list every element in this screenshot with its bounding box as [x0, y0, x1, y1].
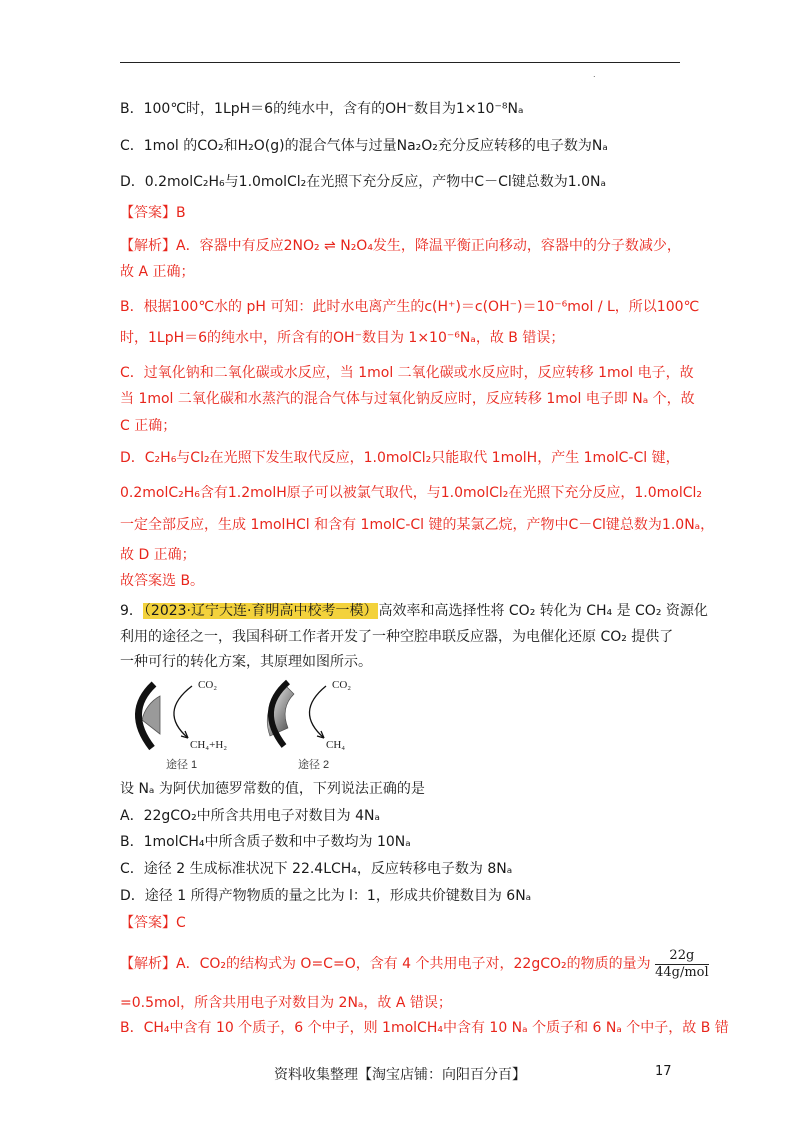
option-b: B．100℃时，1LpH＝6的纯水中，含有的OH⁻数目为1×10⁻⁸Nₐ	[120, 101, 524, 117]
footer-text: 资料收集整理【淘宝店铺：向阳百分百】	[274, 1067, 526, 1083]
analysis-line: 【解析】A．容器中有反应2NO₂ ⇌ N₂O₄发生，降温平衡正向移动，容器中的分子数减少，	[120, 238, 681, 254]
page-number: 17	[655, 1064, 672, 1079]
fraction-numerator: 22g	[655, 948, 709, 965]
option-c: C．1mol 的CO₂和H₂O(g)的混合气体与过量Na₂O₂充分反应转移的电子数为Nₐ	[120, 138, 608, 154]
option-d: D．途径 1 所得产物物质的量之比为 l：1，形成共价键数目为 6Nₐ	[120, 888, 532, 904]
analysis-line: 当 1mol 二氧化碳和水蒸汽的混合气体与过氧化钠反应时，反应转移 1mol 电子即 Nₐ 个，故	[120, 391, 695, 407]
answer-label: 【答案】C	[120, 915, 186, 931]
analysis-line: 一定全部反应，生成 1molHCl 和含有 1molC-Cl 键的某氯乙烷，产物中C－Cl键总数为1.0Nₐ，	[120, 517, 715, 533]
analysis-line-fraction	[120, 944, 709, 984]
question-number: 9．	[120, 603, 143, 619]
analysis-line: 故 D 正确；	[120, 547, 196, 563]
question-9-line-2: 利用的途径之一，我国科研工作者开发了一种空腔串联反应器，为电催化还原 CO₂ 提供了	[120, 629, 674, 645]
header-rule	[120, 62, 680, 63]
reaction-arrow-1	[174, 686, 192, 738]
reactant-label-2: CO₂	[332, 679, 352, 691]
reactor-diagram	[118, 672, 380, 772]
reaction-arrow-2	[309, 686, 326, 738]
option-a: A．22gCO₂中所含共用电子对数目为 4Nₐ	[120, 808, 380, 824]
analysis-line: 0.2molC₂H₆含有1.2molH原子可以被氯气取代，与1.0molCl₂在光照下充分反应，1.0molCl₂	[120, 485, 703, 501]
analysis-line: C．过氧化钠和二氧化碳或水反应，当 1mol 二氧化碳或水反应时，反应转移 1mol 电子，故	[120, 365, 694, 381]
question-source-highlight: （2023·辽宁大连·育明高中校考一模）	[143, 603, 378, 619]
question-stem: 设 Nₐ 为阿伏加德罗常数的值，下列说法正确的是	[120, 781, 425, 797]
question-text: 高效率和高选择性将 CO₂ 转化为 CH₄ 是 CO₂ 资源化	[378, 603, 708, 619]
conclusion-line: 故答案选 B。	[120, 573, 205, 589]
option-c: C．途径 2 生成标准状况下 22.4LCH₄，反应转移电子数为 8Nₐ	[120, 861, 513, 877]
molar-fraction	[655, 948, 709, 981]
analysis-line: 故 A 正确；	[120, 264, 195, 280]
question-9-line-3: 一种可行的转化方案，其原理如图所示。	[120, 654, 372, 670]
path-label-1: 途径 1	[166, 759, 198, 771]
path-label-2: 途径 2	[298, 759, 330, 771]
option-b: B．1molCH₄中所含质子数和中子数均为 10Nₐ	[120, 834, 411, 850]
question-9-line-1	[120, 601, 708, 621]
header-dot: .	[593, 70, 596, 79]
analysis-line: D．C₂H₆与Cl₂在光照下发生取代反应，1.0molCl₂只能取代 1molH，产生 1molC-Cl 键，	[120, 450, 680, 466]
option-d: D．0.2molC₂H₆与1.0molCl₂在光照下充分反应，产物中C－Cl键总数为1.0Nₐ	[120, 174, 606, 190]
product-label-1: CH₄+H₂	[190, 739, 228, 751]
answer-label: 【答案】B	[120, 205, 186, 221]
analysis-line: B．根据100℃水的 pH 可知：此时水电离产生的c(H⁺)＝c(OH⁻)＝10⁻⁶mol / L，所以100℃	[120, 299, 700, 315]
analysis-line: =0.5mol，所含共用电子对数目为 2Nₐ，故 A 错误；	[120, 995, 452, 1011]
analysis-line: 时，1LpH＝6的纯水中，所含有的OH⁻数目为 1×10⁻⁶Nₐ，故 B 错误；	[120, 330, 565, 346]
product-label-2: CH₄	[326, 739, 346, 751]
analysis-line: C 正确；	[120, 418, 177, 434]
analysis-line: B．CH₄中含有 10 个质子，6 个中子，则 1molCH₄中含有 10 Nₐ 个质子和 6 Nₐ 个中子，故 B 错	[120, 1020, 729, 1036]
fraction-denominator: 44g/mol	[655, 964, 709, 980]
reactant-label-1: CO₂	[198, 679, 218, 691]
analysis-text: 【解析】A．CO₂的结构式为 O=C=O，含有 4 个共用电子对，22gCO₂的物质的量为	[120, 956, 651, 972]
